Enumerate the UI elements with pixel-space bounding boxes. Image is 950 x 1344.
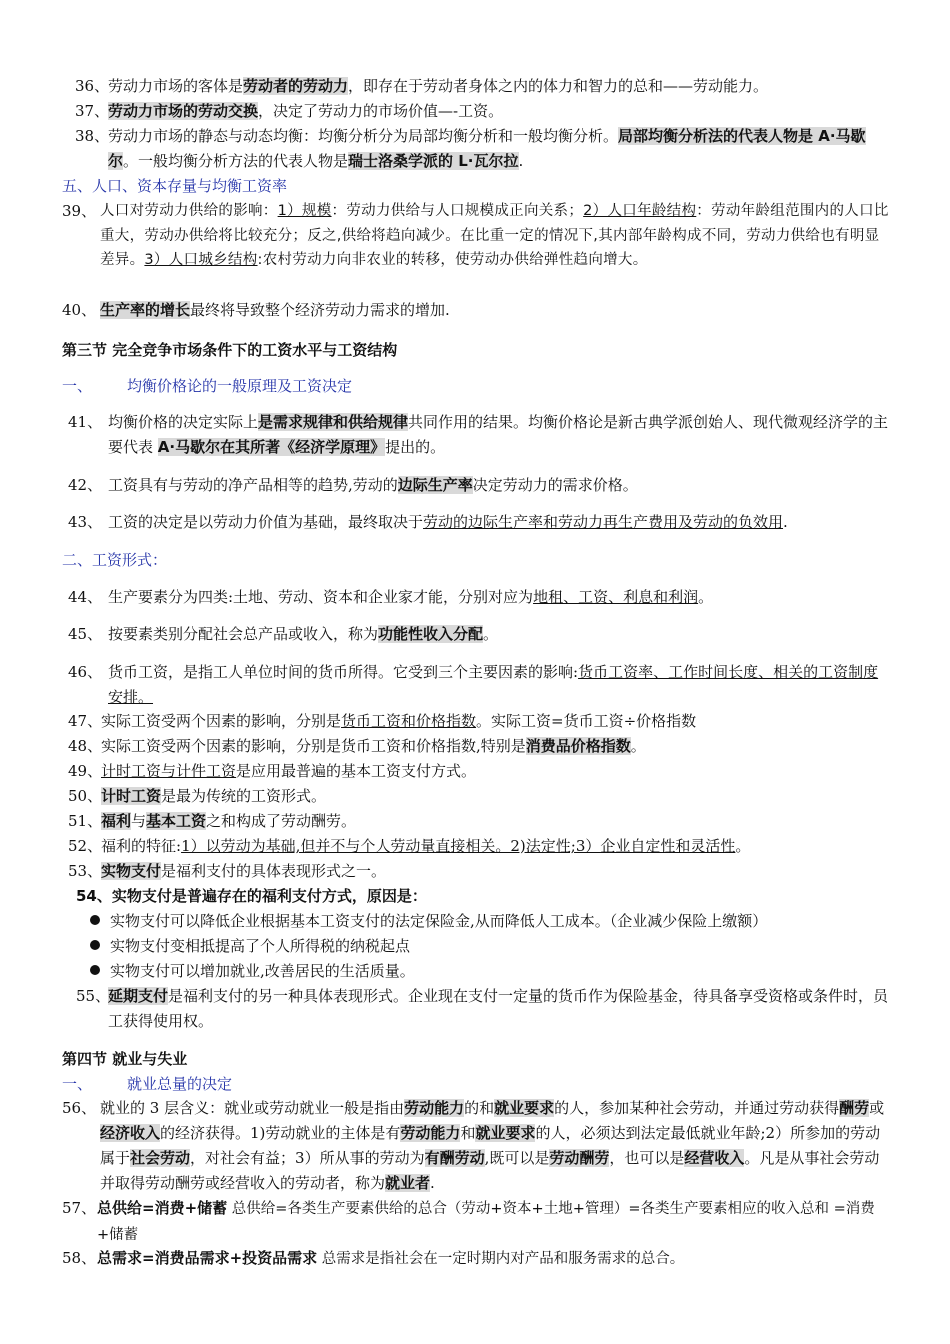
item-58: 58、 总需求=消费品需求+投资品需求 总需求是指社会在一定时期内对产品和服务需求的总合。 — [0, 1246, 890, 1272]
highlight: 基本工资 — [146, 812, 207, 830]
highlight: 福利 — [101, 812, 132, 830]
item-40: 40、 生产率的增长最终将导致整个经济劳动力需求的增加. — [0, 298, 890, 323]
section-heading-5: 五、人口、资本存量与均衡工资率 — [62, 177, 288, 195]
item-37: 37、 劳动力市场的劳动交换，决定了劳动力的市场价值—-工资。 — [0, 99, 890, 124]
item-number: 57、 — [62, 1199, 97, 1217]
highlight: 劳动者的劳动力 — [243, 77, 349, 95]
item-number: 52、 — [68, 837, 103, 855]
highlight: 劳动力市场的劳动交换 — [108, 102, 259, 120]
item-57: 57、 总供给=消费+储蓄 总供给=各类生产要素供给的总合（劳动+资本+土地+管理）=各类生产要素相应的收入总和 =消费+储蓄 — [0, 1196, 890, 1248]
underlined-term: 劳动的边际生产率和劳动力再生产费用及劳动的负效用 — [423, 513, 784, 531]
item-53: 53、 实物支付是福利支付的具体表现形式之一。 — [0, 859, 890, 884]
item-number: 51、 — [68, 812, 103, 830]
bullet-item: 实物支付可以增加就业,改善居民的生活质量。 — [90, 959, 415, 983]
item-48: 48、 实际工资受两个因素的影响，分别是货币工资和价格指数,特别是消费品价格指数。 — [0, 734, 890, 759]
highlight: 经营收入 — [684, 1149, 745, 1167]
item-47: 47、 实际工资受两个因素的影响，分别是货币工资和价格指数。实际工资=货币工资÷价格指数 — [0, 709, 890, 734]
underlined-term: 货币工资率、工作时间长度、相关的工资制度安排。 — [108, 663, 879, 706]
highlight: 就业要求 — [494, 1099, 555, 1117]
highlight: 酬劳 — [839, 1099, 870, 1117]
item-54: 54、实物支付是普遍存在的福利支付方式，原因是： — [76, 887, 427, 905]
item-number: 50、 — [68, 787, 103, 805]
bullet-icon — [90, 940, 100, 950]
item-38: 38、 劳动力市场的静态与动态均衡：均衡分析分为局部均衡分析和一般均衡分析。局部均衡分析法的代表人物是 A·马歇尔。一般均衡分析方法的代表人物是瑞士洛桑学派的 L·瓦尔拉. — [0, 124, 890, 174]
bold-formula: 总需求=消费品需求+投资品需求 — [97, 1249, 318, 1267]
bold-formula: 总供给=消费+储蓄 — [97, 1199, 228, 1217]
highlight: 劳动酬劳 — [549, 1149, 610, 1167]
bullet-icon — [90, 915, 100, 925]
highlight: 劳动能力 — [400, 1124, 461, 1142]
item-49: 49、 计时工资与计件工资是应用最普遍的基本工资支付方式。 — [0, 759, 890, 784]
item-number: 43、 — [68, 513, 103, 531]
underlined-term: 2）人口年龄结构 — [583, 203, 697, 219]
section-heading-employment: 就业总量的决定 — [127, 1075, 233, 1093]
item-number: 39、 — [62, 202, 97, 220]
item-39: 39、 人口对劳动力供给的影响：1）规模：劳动力供给与人口规模成正向关系；2）人口年龄结构：劳动年龄组范围内的人口比重大，劳动办供给将比较充分；反之,供给将趋向减少。在比重一定的情况下,其内部年龄构成不同，劳动力供给也有明显差异。3）人口城乡结构:农村劳动力向非农业的转移，使劳动办供给弹性趋向增大。 — [0, 199, 890, 273]
highlight: A·马歇尔在其所著《经济学原理》 — [157, 438, 386, 456]
highlight: 瑞士洛桑学派的 L·瓦尔拉 — [348, 152, 519, 170]
underlined-term: 计时工资与计件工资 — [101, 762, 237, 780]
highlight: 边际生产率 — [397, 476, 473, 494]
highlight: 局部均衡分析法的代表人物是 A·马歇尔 — [108, 127, 866, 170]
highlight: 实物支付 — [101, 862, 162, 880]
item-number: 56、 — [62, 1099, 97, 1117]
section-number: 一、 — [62, 1075, 93, 1093]
bullet-item: 实物支付可以降低企业根据基本工资支付的法定保险金,从而降低人工成本。（企业减少保险上缴额） — [90, 909, 767, 933]
item-50: 50、 计时工资是最为传统的工资形式。 — [0, 784, 890, 809]
item-51: 51、 福利与基本工资之和构成了劳动酬劳。 — [0, 809, 890, 834]
highlight: 劳动能力 — [404, 1099, 465, 1117]
item-number: 41、 — [68, 413, 103, 431]
section-number: 一、 — [62, 377, 93, 395]
underlined-term: 货币工资和价格指数 — [341, 712, 477, 730]
highlight: 计时工资 — [101, 787, 162, 805]
underlined-term: 地租、工资、利息和利润 — [533, 588, 699, 606]
highlight: 就业要求 — [475, 1124, 536, 1142]
item-number: 53、 — [68, 862, 103, 880]
item-46: 46、 货币工资，是指工人单位时间的货币所得。它受到三个主要因素的影响:货币工资率、工作时间长度、相关的工资制度安排。 — [0, 660, 890, 710]
item-number: 49、 — [68, 762, 103, 780]
bullet-item: 实物支付变相抵提高了个人所得税的纳税起点 — [90, 934, 410, 958]
underlined-term: 1）以劳动为基础,但并不与个人劳动量直接相关。2)法定性;3）企业自定性和灵活性 — [181, 837, 736, 855]
item-number: 58、 — [62, 1249, 97, 1267]
highlight: 就业者 — [385, 1174, 431, 1192]
item-number: 55、 — [76, 987, 111, 1005]
highlight: 功能性收入分配 — [378, 625, 484, 643]
bullet-icon — [90, 965, 100, 975]
section-heading-wage-forms: 二、工资形式： — [62, 551, 168, 569]
item-43: 43、 工资的决定是以劳动力价值为基础，最终取决于劳动的边际生产率和劳动力再生产费用及劳动的负效用. — [0, 510, 890, 535]
item-number: 42、 — [68, 476, 103, 494]
underlined-term: 3）人口城乡结构 — [144, 252, 258, 268]
highlight: 有酬劳动 — [424, 1149, 485, 1167]
highlight: 是需求规律和供给规律 — [258, 413, 409, 431]
highlight: 经济收入 — [100, 1124, 161, 1142]
item-number: 36、 — [75, 77, 110, 95]
item-number: 45、 — [68, 625, 103, 643]
highlight: 社会劳动 — [130, 1149, 191, 1167]
item-number: 46、 — [68, 663, 103, 681]
item-number: 37、 — [75, 102, 110, 120]
item-44: 44、 生产要素分为四类:土地、劳动、资本和企业家才能，分别对应为地租、工资、利息和利润。 — [0, 585, 890, 610]
underlined-term: 1）规模 — [277, 203, 332, 219]
item-number: 38、 — [75, 127, 110, 145]
item-52: 52、 福利的特征:1）以劳动为基础,但并不与个人劳动量直接相关。2)法定性;3）企业自定性和灵活性。 — [0, 834, 890, 859]
item-42: 42、 工资具有与劳动的净产品相等的趋势,劳动的边际生产率决定劳动力的需求价格。 — [0, 473, 890, 498]
item-number: 47、 — [68, 712, 103, 730]
item-55: 55、 延期支付是福利支付的另一种具体表现形式。企业现在支付一定量的货币作为保险基金，待具备享受资格或条件时，员工获得使用权。 — [0, 984, 890, 1034]
item-56: 56、 就业的 3 层含义：就业或劳动就业一般是指由劳动能力的和就业要求的人，参加某种社会劳动，并通过劳动获得酬劳或经济收入的经济获得。1)劳动就业的主体是有劳动能力和就业要求的人，必须达到法定最低就业年龄;2）所参加的劳动属于社会劳动，对社会有益；3）所从事的劳动为有酬劳动,既可以是劳动酬劳，也可以是经营收入。凡是从事社会劳动并取得劳动酬劳或经营收入的劳动者，称为就业者. — [0, 1096, 890, 1196]
item-number: 48、 — [68, 737, 103, 755]
item-41: 41、 均衡价格的决定实际上是需求规律和供给规律共同作用的结果。均衡价格论是新古典学派创始人、现代微观经济学的主要代表 A·马歇尔在其所著《经济学原理》提出的。 — [0, 410, 890, 460]
item-number: 44、 — [68, 588, 103, 606]
highlight: 生产率的增长 — [100, 301, 191, 319]
highlight: 延期支付 — [108, 987, 169, 1005]
chapter-heading-3: 第三节 完全竞争市场条件下的工资水平与工资结构 — [62, 341, 398, 359]
highlight: 消费品价格指数 — [525, 737, 631, 755]
section-heading-equilibrium: 均衡价格论的一般原理及工资决定 — [127, 377, 353, 395]
chapter-heading-4: 第四节 就业与失业 — [62, 1050, 188, 1068]
item-number: 40、 — [62, 301, 97, 319]
item-45: 45、 按要素类别分配社会总产品或收入，称为功能性收入分配。 — [0, 622, 890, 647]
item-36: 36、 劳动力市场的客体是劳动者的劳动力，即存在于劳动者身体之内的体力和智力的总和——劳动能力。 — [0, 74, 890, 99]
